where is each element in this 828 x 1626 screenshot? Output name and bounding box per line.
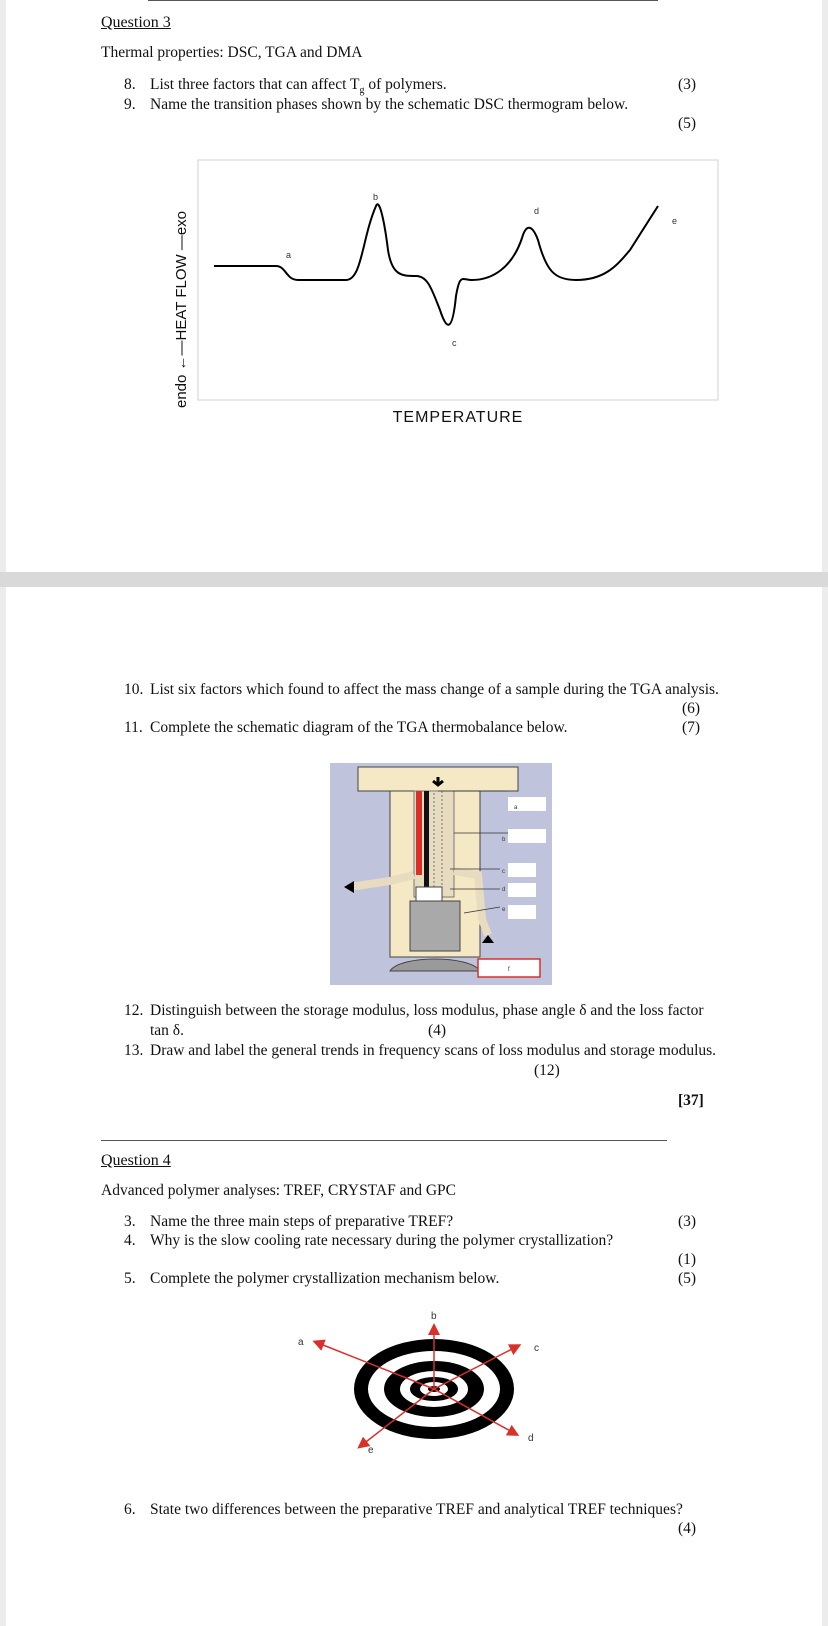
q11-marks: (7) [682, 719, 701, 736]
tga-answer-box-c [508, 863, 536, 877]
crystal-label-c: c [534, 1343, 539, 1354]
q4-number: 4. [124, 1232, 136, 1249]
dsc-plot-frame [198, 160, 718, 400]
question3-subtitle: Thermal properties: DSC, TGA and DMA [101, 44, 363, 61]
tga-answer-box-b [508, 829, 546, 843]
tga-thermobalance-diagram [330, 763, 552, 985]
tga-balance-arm [424, 791, 429, 891]
q6-marks: (4) [678, 1520, 697, 1537]
q10-number: 10. [124, 681, 144, 698]
section-divider [101, 1140, 667, 1141]
tga-label-b: b [502, 837, 506, 843]
q6-number: 6. [124, 1501, 136, 1518]
q4-marks: (1) [678, 1251, 697, 1268]
page-1 [6, 0, 822, 572]
q10-marks: (6) [682, 700, 701, 717]
dsc-thermogram [166, 158, 726, 428]
page-2 [6, 587, 822, 1626]
q5-number: 5. [124, 1270, 136, 1287]
q12-marks: (4) [428, 1022, 447, 1039]
q3-marks: (3) [678, 1213, 697, 1230]
tga-label-e: e [502, 907, 506, 913]
q11-text: Complete the schematic diagram of the TGA thermobalance below. [150, 719, 568, 736]
q13-marks: (12) [534, 1062, 560, 1079]
q3-text: Name the three main steps of preparative TREF? [150, 1213, 454, 1230]
question4-heading: Question 4 [101, 1152, 171, 1169]
q5-text: Complete the polymer crystallization mechanism below. [150, 1270, 500, 1287]
crystal-label-d: d [528, 1433, 534, 1444]
q12-number: 12. [124, 1002, 144, 1019]
tga-label-a: a [514, 805, 518, 811]
q12-text: Distinguish between the storage modulus, loss modulus, phase angle δ and the loss factor [150, 1002, 704, 1019]
q9-number: 9. [124, 96, 136, 113]
question4-subtitle: Advanced polymer analyses: TREF, CRYSTAF and GPC [101, 1182, 457, 1199]
page-gap [0, 572, 828, 587]
tga-answer-box-d [508, 883, 536, 897]
tga-label-f: f [508, 967, 510, 973]
crystallization-mechanism-diagram [286, 1305, 556, 1455]
q4-text: Why is the slow cooling rate necessary during the polymer crystallization? [150, 1232, 614, 1249]
q5-marks: (5) [678, 1270, 697, 1287]
q3-number: 3. [124, 1213, 136, 1230]
q11-number: 11. [124, 719, 143, 736]
tga-answer-box-e [508, 905, 536, 919]
crystal-label-a: a [298, 1337, 304, 1348]
q10-text: List six factors which found to affect the mass change of a sample during the TGA analysis. [150, 681, 719, 698]
q8-number: 8. [124, 76, 136, 93]
q8-text: List three factors that can affect $T_g$ of polymers. [150, 76, 447, 97]
crystal-label-b: b [431, 1311, 437, 1322]
question3-heading: Question 3 [101, 14, 171, 31]
right-shadow [822, 0, 828, 1626]
q8-marks: (3) [678, 76, 697, 93]
q6-text: State two differences between the preparative TREF and analytical TREF techniques? [150, 1501, 683, 1518]
tga-label-c: c [502, 869, 505, 875]
q13-number: 13. [124, 1042, 144, 1059]
top-rule [148, 0, 658, 1]
q13-text: Draw and label the general trends in frequency scans of loss modulus and storage modulus. [150, 1042, 717, 1059]
dsc-label-a: a [286, 250, 292, 260]
tga-red-wire [416, 791, 422, 875]
q12-text-continued: tan δ. [150, 1022, 184, 1039]
dsc-label-b: b [373, 192, 379, 202]
dsc-label-d: d [534, 206, 540, 216]
q9-marks: (5) [678, 115, 697, 132]
dsc-y-axis-label: endo ←—HEAT FLOW —exo [173, 210, 190, 408]
q9-text: Name the transition phases shown by the schematic DSC thermogram below. [150, 96, 629, 113]
dsc-label-c: c [452, 338, 457, 348]
question3-total-marks: [37] [678, 1092, 704, 1109]
dsc-x-axis-label: TEMPERATURE [392, 409, 524, 426]
tga-sample-pan [416, 887, 442, 901]
tga-heater-block [410, 901, 460, 951]
crystal-label-e: e [368, 1445, 374, 1455]
tga-label-d: d [502, 887, 506, 893]
dsc-label-e: e [672, 216, 678, 226]
